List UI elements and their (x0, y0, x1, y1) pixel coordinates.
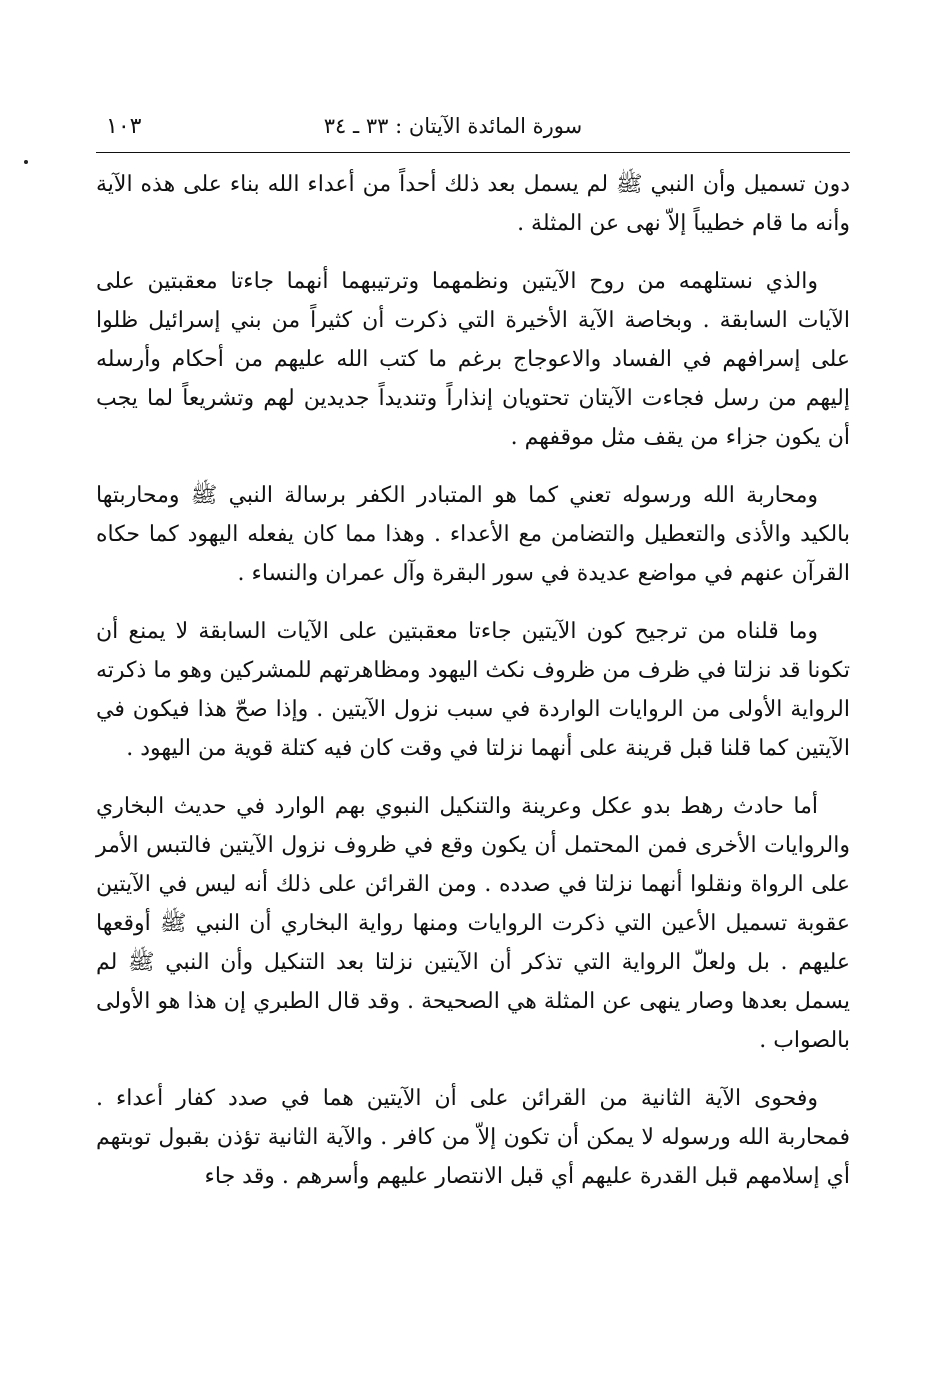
paragraph: ومحاربة الله ورسوله تعني كما هو المتبادر الكفر برسالة النبي ﷺ ومحاربتها بالكيد والأذى والتعطيل والتضامن مع الأعداء . وهذا مما كان يفعله اليهود كما حكاه القرآن عنهم في مواضع عديدة في سور البقرة وآل عمران والنساء . (96, 483, 850, 586)
book-page (96, 108, 850, 1308)
page-number: ١٠٣ (106, 114, 142, 139)
body-text (96, 165, 850, 1196)
stray-ink-dot (24, 160, 28, 164)
paragraph: وما قلناه من ترجيح كون الآيتين جاءتا معقبتين على الآيات السابقة لا يمنع أن تكونا قد نزلتا في ظرف من ظروف نكث اليهود ومظاهرتهم للمشركين وهو ما ذكرته الرواية الأولى من الروايات الواردة في سبب نزول الآيتين . وإذا صحّ هذا فيكون في الآيتين كما قلنا قبل قرينة على أنهما نزلتا في وقت كان فيه كتلة قوية من اليهود . (96, 619, 850, 761)
paragraph: وفحوى الآية الثانية من القرائن على أن الآيتين هما في صدد كفار أعداء . فمحاربة الله ورسوله لا يمكن أن تكون إلاّ من كافر . والآية الثانية تؤذن بقبول توبتهم أي إسلامهم قبل القدرة عليهم أي قبل الانتصار عليهم وأسرهم . وقد جاء (96, 1086, 850, 1189)
paragraph: أما حادث رهط بدو عكل وعرينة والتنكيل النبوي بهم الوارد في حديث البخاري والروايات الأخرى فمن المحتمل أن يكون وقع في ظروف نزول الآيتين فالتبس الأمر على الرواة ونقلوا أنهما نزلتا في صدده . ومن القرائن على ذلك أنه ليس في الآيتين عقوبة تسميل الأعين التي ذكرت الروايات ومنها رواية البخاري أن النبي ﷺ أوقعها عليهم . بل ولعلّ الرواية التي تذكر أن الآيتين نزلتا بعد التنكيل وأن النبي ﷺ لم يسمل بعدها وصار ينهى عن المثلة هي الصحيحة . وقد قال الطبري إن هذا هو الأولى بالصواب . (96, 794, 850, 1053)
header-title: سورة المائدة الآيتان : ٣٣ ـ ٣٤ (323, 114, 583, 138)
running-header (96, 108, 850, 153)
paragraph: والذي نستلهمه من روح الآيتين ونظمهما وترتيبهما أنهما جاءتا معقبتين على الآيات السابقة . وبخاصة الآية الأخيرة التي ذكرت أن كثيراً من بني إسرائيل ظلوا على إسرافهم في الفساد والاعوجاج برغم ما كتب الله عليهم من أحكام وأرسله إليهم من رسل فجاءت الآيتان تحتويان إنذاراً وتنديداً جديدين لهم وتشريعاً لما يجب أن يكون جزاء من يقف مثل موقفهم . (96, 269, 850, 450)
paragraph: دون تسميل وأن النبي ﷺ لم يسمل بعد ذلك أحداً من أعداء الله بناء على هذه الآية وأنه ما قام خطيباً إلاّ نهى عن المثلة . (96, 172, 850, 236)
